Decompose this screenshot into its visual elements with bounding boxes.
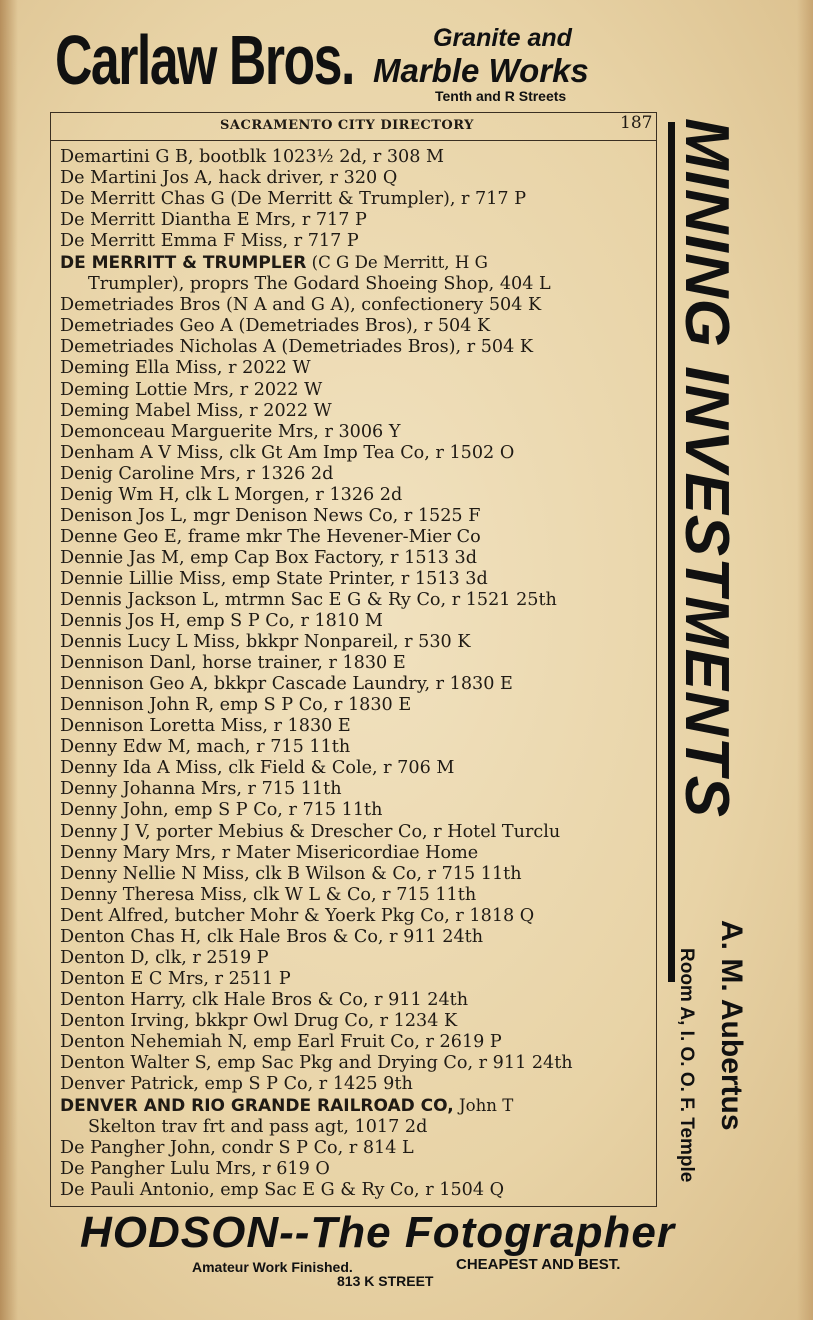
carlaw-granite-line: Granite and (433, 24, 572, 52)
directory-entry: Denig Wm H, clk L Morgen, r 1326 2d (60, 484, 403, 505)
directory-entry: Denny Mary Mrs, r Mater Misericordiae Home (60, 842, 479, 863)
directory-entry: Denver Patrick, emp S P Co, r 1425 9th (60, 1074, 413, 1095)
directory-entry: Dennis Jos H, emp S P Co, r 1810 M (60, 611, 383, 632)
directory-entry: Demonceau Marguerite Mrs, r 3006 Y (60, 421, 401, 442)
directory-entry: Deming Ella Miss, r 2022 W (60, 358, 311, 379)
directory-entry: De Merritt Emma F Miss, r 717 P (60, 231, 359, 252)
directory-entry: De Merritt Diantha E Mrs, r 717 P (60, 210, 367, 231)
directory-entry: Denig Caroline Mrs, r 1326 2d (60, 463, 334, 484)
directory-entry: De Merritt Chas G (De Merritt & Trumpler), r 717 P (60, 189, 527, 210)
directory-entry: Dent Alfred, butcher Mohr & Yoerk Pkg Co, r 1818 Q (60, 905, 535, 926)
directory-entry: De Pangher John, condr S P Co, r 814 L (60, 1138, 414, 1159)
header-divider (50, 140, 657, 141)
carlaw-bros-name: Carlaw Bros. (55, 21, 354, 99)
entry-firm-name: DENVER AND RIO GRANDE RAILROAD CO, (60, 1096, 454, 1117)
directory-entry (60, 252, 660, 274)
directory-entry: Dennison Loretta Miss, r 1830 E (60, 716, 351, 737)
directory-entry: Denison Jos L, mgr Denison News Co, r 1525 F (60, 505, 481, 526)
directory-entry: Demetriades Nicholas A (Demetriades Bros), r 504 K (60, 337, 534, 358)
directory-entry: Denny Edw M, mach, r 715 11th (60, 737, 351, 758)
directory-entry: Dennis Jackson L, mtrmn Sac E G & Ry Co, r 1521 25th (60, 589, 557, 610)
directory-entry: Dennison John R, emp S P Co, r 1830 E (60, 695, 412, 716)
hodson-advertisement (80, 1208, 740, 1308)
entry-firm-detail: (C G De Merritt, H G (306, 253, 488, 273)
carlaw-address: Tenth and R Streets (435, 88, 567, 104)
directory-entry: Deming Lottie Mrs, r 2022 W (60, 379, 323, 400)
directory-entry: Demartini G B, bootblk 1023½ 2d, r 308 M (60, 147, 445, 167)
directory-entry: Dennis Lucy L Miss, bkkpr Nonpareil, r 530 K (60, 632, 471, 653)
hodson-cheapest-line: CHEAPEST AND BEST. (456, 1256, 621, 1273)
directory-entry: Dennison Danl, horse trainer, r 1830 E (60, 653, 406, 674)
directory-entry: De Martini Jos A, hack driver, r 320 Q (60, 168, 398, 189)
directory-entry: Denny J V, porter Mebius & Drescher Co, r Hotel Turclu (60, 821, 561, 842)
directory-entry: Denny Nellie N Miss, clk B Wilson & Co, r 715 11th (60, 863, 522, 884)
directory-entry: Denny Theresa Miss, clk W L & Co, r 715 11th (60, 884, 477, 905)
directory-entry: Denton Chas H, clk Hale Bros & Co, r 911 24th (60, 926, 484, 947)
directory-entry (60, 1095, 660, 1117)
directory-entry: Denton Nehemiah N, emp Earl Fruit Co, r 2619 P (60, 1031, 502, 1052)
directory-entry: Denny John, emp S P Co, r 715 11th (60, 800, 383, 821)
directory-entry: Denton E C Mrs, r 2511 P (60, 968, 291, 989)
directory-entry: De Pauli Antonio, emp Sac E G & Ry Co, r 1504 Q (60, 1180, 505, 1201)
directory-entry: Denton Walter S, emp Sac Pkg and Drying Co, r 911 24th (60, 1053, 573, 1074)
directory-entry: Denton D, clk, r 2519 P (60, 947, 269, 968)
hodson-amateur-line: Amateur Work Finished. (192, 1259, 353, 1275)
hodson-address: 813 K STREET (337, 1273, 434, 1289)
running-head: SACRAMENTO CITY DIRECTORY (220, 118, 474, 133)
directory-entry: Denton Irving, bkkpr Owl Drug Co, r 1234 K (60, 1010, 458, 1031)
carlaw-bros-advertisement (55, 18, 715, 110)
mining-investments-headline: MINING INVESTMENTS (672, 118, 741, 819)
directory-entry: Demetriades Bros (N A and G A), confectionery 504 K (60, 295, 542, 316)
aubertus-address: Room A, I. O. O. F. Temple (676, 948, 697, 1183)
directory-entry: Denham A V Miss, clk Gt Am Imp Tea Co, r 1502 O (60, 442, 515, 463)
hodson-headline: HODSON--The Fotographer (80, 1208, 675, 1257)
directory-entries (60, 147, 660, 1201)
directory-entry-continuation: Skelton trav frt and pass agt, 1017 2d (88, 1117, 428, 1138)
entry-firm-name: DE MERRITT & TRUMPLER (60, 253, 307, 274)
directory-entry: Denny Johanna Mrs, r 715 11th (60, 779, 342, 800)
page-edge-shadow-right (797, 0, 813, 1320)
carlaw-marble-line: Marble Works (373, 52, 589, 89)
directory-entry: Dennie Lillie Miss, emp State Printer, r 1513 3d (60, 568, 488, 589)
directory-entry: Denton Harry, clk Hale Bros & Co, r 911 24th (60, 989, 469, 1010)
entry-firm-detail: John T (453, 1096, 514, 1116)
directory-entry-continuation: Trumpler), proprs The Godard Shoeing Shop, 404 L (88, 274, 551, 295)
page-number: 187 (620, 113, 653, 133)
directory-entry: Deming Mabel Miss, r 2022 W (60, 400, 332, 421)
directory-entry: De Pangher Lulu Mrs, r 619 O (60, 1159, 330, 1180)
directory-entry: Denny Ida A Miss, clk Field & Cole, r 706 M (60, 758, 455, 779)
aubertus-name: A. M. Aubertus (715, 920, 748, 1131)
directory-entry: Dennison Geo A, bkkpr Cascade Laundry, r 1830 E (60, 674, 513, 695)
directory-entry: Demetriades Geo A (Demetriades Bros), r 504 K (60, 316, 491, 337)
directory-entry: Denne Geo E, frame mkr The Hevener-Mier Co (60, 526, 481, 547)
page-edge-shadow-left (0, 0, 18, 1320)
directory-entry: Dennie Jas M, emp Cap Box Factory, r 1513 3d (60, 547, 478, 568)
